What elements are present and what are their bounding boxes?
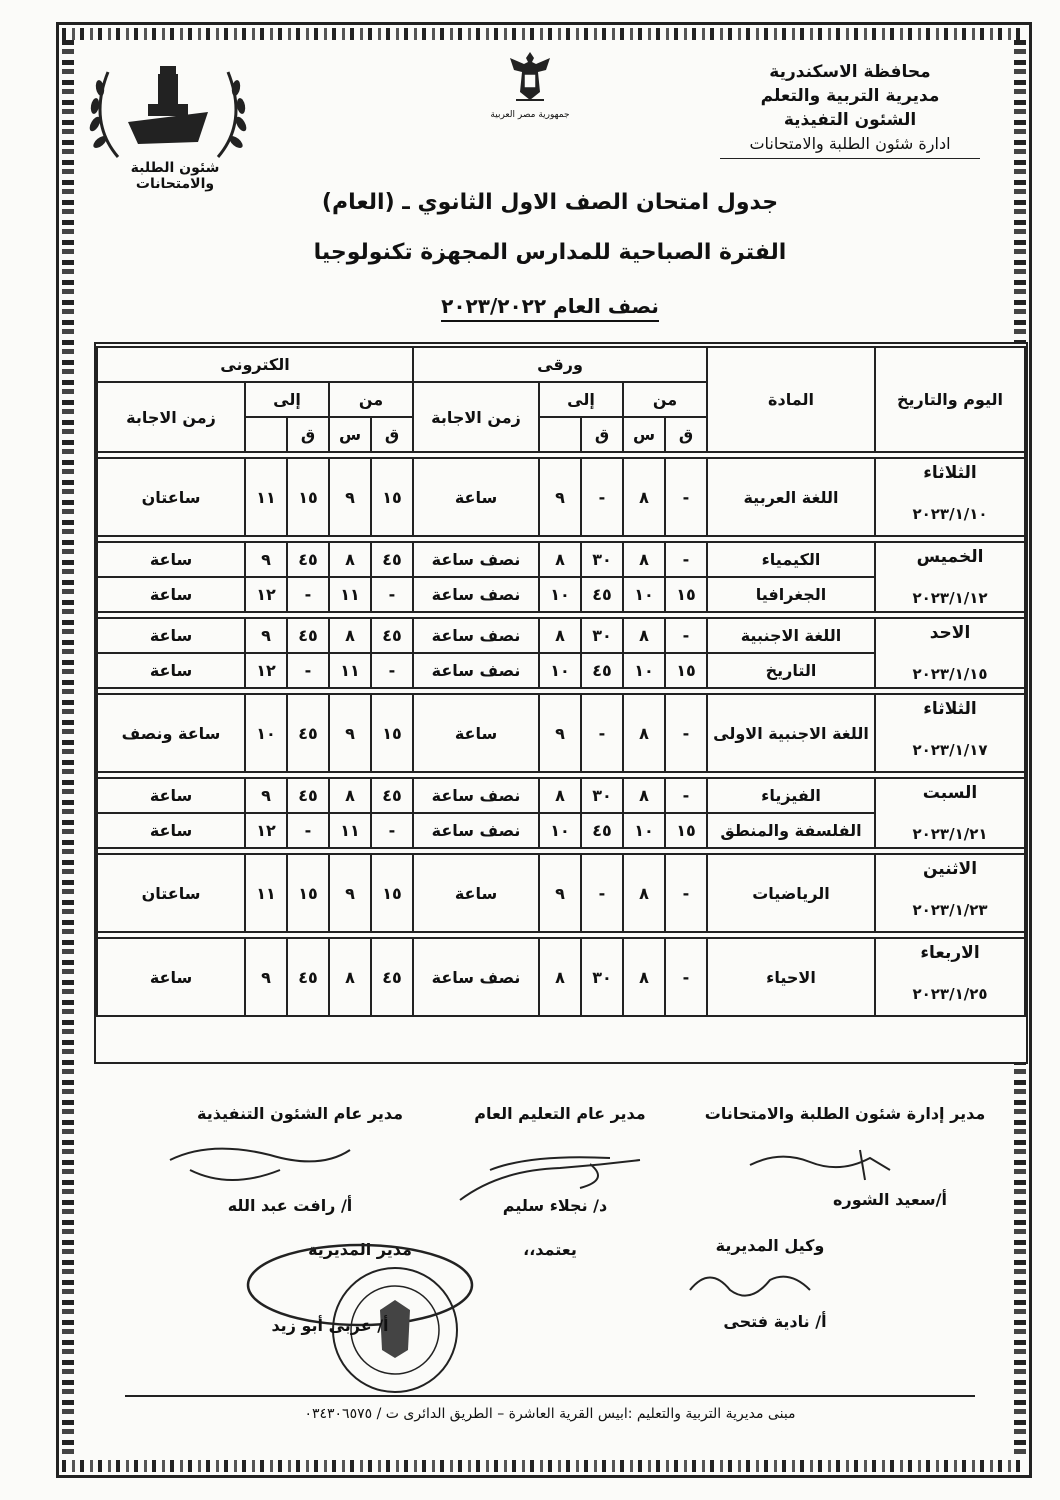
p-to-min-cell: ٣٠ — [581, 618, 623, 653]
subject-cell: اللغة الاجنبية — [707, 618, 875, 653]
table-row — [97, 542, 1025, 577]
e-to-hr-cell: ١٠ — [245, 694, 287, 772]
e-to-min-cell: ٤٥ — [287, 542, 329, 577]
e-from-min-cell: ١٥ — [371, 694, 413, 772]
header-paper-from-min: ق — [665, 417, 707, 452]
p-from-hr-cell: ٨ — [623, 778, 665, 813]
e-from-hr-cell: ٩ — [329, 694, 371, 772]
p-to-min-cell: ٣٠ — [581, 938, 623, 1016]
e-from-min-cell: ١٥ — [371, 458, 413, 536]
p-from-min-cell: - — [665, 458, 707, 536]
e-from-min-cell: ٤٥ — [371, 542, 413, 577]
table-row — [97, 854, 1025, 932]
e-to-hr-cell: ١١ — [245, 854, 287, 932]
exam-schedule-table — [96, 346, 1026, 1017]
e-from-hr-cell: ١١ — [329, 653, 371, 688]
p-to-hr-cell: ٨ — [539, 542, 581, 577]
header-authority-block — [720, 60, 980, 159]
e-from-min-cell: ٤٥ — [371, 618, 413, 653]
p-to-hr-cell: ٨ — [539, 778, 581, 813]
e-from-hr-cell: ١١ — [329, 577, 371, 612]
p-to-hr-cell: ١٠ — [539, 653, 581, 688]
e-to-min-cell: ١٥ — [287, 854, 329, 932]
table-row — [97, 458, 1025, 536]
e-from-hr-cell: ٩ — [329, 854, 371, 932]
e-dur-cell: ساعتان — [97, 458, 245, 536]
day-name: السبت — [922, 783, 978, 803]
e-from-hr-cell: ٨ — [329, 618, 371, 653]
e-to-min-cell: ٤٥ — [287, 938, 329, 1016]
e-dur-cell: ساعة — [97, 577, 245, 612]
exam-date: ٢٠٢٣/١/٢١ — [912, 825, 988, 843]
day-date-cell — [875, 618, 1025, 688]
p-to-min-cell: - — [581, 854, 623, 932]
decorative-border-bottom — [62, 1460, 1026, 1472]
p-dur-cell: ساعة — [413, 458, 539, 536]
subject-cell: الكيمياء — [707, 542, 875, 577]
exam-date: ٢٠٢٣/١/١٧ — [912, 741, 988, 759]
p-from-min-cell: - — [665, 694, 707, 772]
p-to-hr-cell: ١٠ — [539, 577, 581, 612]
p-from-hr-cell: ٨ — [623, 854, 665, 932]
header-paper-from: من — [623, 382, 707, 417]
signature-title-right: مدير إدارة شئون الطلبة والامتحانات — [704, 1104, 986, 1123]
signature-name-right: أ/سعيد الشوره — [833, 1190, 947, 1209]
subject-cell: الفيزياء — [707, 778, 875, 813]
header-paper-duration: زمن الاجابة — [413, 382, 539, 452]
p-dur-cell: نصف ساعة — [413, 542, 539, 577]
e-to-hr-cell: ١١ — [245, 458, 287, 536]
header-elec-to-min: ق — [287, 417, 329, 452]
p-from-min-cell: ١٥ — [665, 813, 707, 848]
e-to-hr-cell: ١٢ — [245, 653, 287, 688]
header-elec-from: من — [329, 382, 413, 417]
e-from-min-cell: ٤٥ — [371, 938, 413, 1016]
affairs-label: الشئون التفيذية — [783, 110, 917, 130]
e-from-min-cell: - — [371, 577, 413, 612]
approved-label: يعتمد،، — [523, 1240, 577, 1259]
p-dur-cell: نصف ساعة — [413, 577, 539, 612]
p-from-min-cell: - — [665, 854, 707, 932]
p-to-min-cell: ٤٥ — [581, 577, 623, 612]
day-date-cell — [875, 938, 1025, 1016]
day-date-cell — [875, 694, 1025, 772]
e-dur-cell: ساعة — [97, 542, 245, 577]
day-name: الخميس — [916, 547, 984, 567]
e-to-min-cell: ٤٥ — [287, 618, 329, 653]
e-to-min-cell: ٤٥ — [287, 778, 329, 813]
e-dur-cell: ساعة — [97, 653, 245, 688]
p-to-hr-cell: ٩ — [539, 458, 581, 536]
p-from-min-cell: ١٥ — [665, 653, 707, 688]
header-paper-to-hr — [539, 417, 581, 452]
e-from-hr-cell: ١١ — [329, 813, 371, 848]
p-to-min-cell: - — [581, 694, 623, 772]
signature-scribble-deputy — [680, 1260, 830, 1310]
p-to-min-cell: ٤٥ — [581, 813, 623, 848]
schedule-subtitle: الفترة الصباحية للمدارس المجهزة تكنولوجيا — [313, 240, 787, 265]
p-from-min-cell: - — [665, 542, 707, 577]
subject-cell: الجغرافيا — [707, 577, 875, 612]
e-from-min-cell: ١٥ — [371, 854, 413, 932]
p-dur-cell: نصف ساعة — [413, 938, 539, 1016]
e-from-min-cell: - — [371, 653, 413, 688]
day-name: الثلاثاء — [923, 463, 977, 483]
e-to-min-cell: - — [287, 653, 329, 688]
day-name: الاثنين — [922, 859, 978, 879]
table-row — [97, 618, 1025, 653]
p-to-hr-cell: ٩ — [539, 694, 581, 772]
p-dur-cell: نصف ساعة — [413, 778, 539, 813]
schedule-body — [97, 452, 1025, 1016]
signature-title-mid: مدير عام التعليم العام — [474, 1104, 646, 1123]
e-from-hr-cell: ٨ — [329, 542, 371, 577]
p-from-hr-cell: ٨ — [623, 694, 665, 772]
e-dur-cell: ساعة — [97, 618, 245, 653]
e-to-min-cell: ١٥ — [287, 458, 329, 536]
schedule-term-text: نصف العام ٢٠٢٣/٢٠٢٢ — [441, 294, 659, 322]
e-from-hr-cell: ٩ — [329, 458, 371, 536]
e-to-hr-cell: ٩ — [245, 938, 287, 1016]
exam-date: ٢٠٢٣/١/٢٣ — [912, 901, 988, 919]
table-row — [97, 938, 1025, 1016]
p-from-hr-cell: ٨ — [623, 542, 665, 577]
e-to-min-cell: - — [287, 813, 329, 848]
e-dur-cell: ساعة — [97, 938, 245, 1016]
day-date-cell — [875, 542, 1025, 612]
exam-date: ٢٠٢٣/١/١٠ — [912, 505, 988, 523]
logo-caption: شئون الطلبة والامتحانات — [130, 160, 220, 192]
director-name: أ/ عربى أبو زيد — [271, 1316, 389, 1335]
state-emblem — [490, 48, 570, 124]
decorative-border-left — [62, 40, 74, 1460]
p-from-min-cell: - — [665, 938, 707, 1016]
subject-cell: اللغة الاجنبية الاولى — [707, 694, 875, 772]
p-to-min-cell: ٣٠ — [581, 542, 623, 577]
e-from-min-cell: ٤٥ — [371, 778, 413, 813]
day-date-cell — [875, 854, 1025, 932]
table-row — [97, 694, 1025, 772]
header-elec-duration: زمن الاجابة — [97, 382, 245, 452]
signature-scribble-right — [740, 1140, 940, 1190]
header-paper-to-min: ق — [581, 417, 623, 452]
p-to-hr-cell: ٨ — [539, 938, 581, 1016]
day-name: الاربعاء — [920, 943, 980, 963]
header-elec-to: إلى — [245, 382, 329, 417]
directorate-label: مديرية التربية والتعلم — [760, 86, 940, 106]
p-from-hr-cell: ٨ — [623, 938, 665, 1016]
day-name: الاحد — [929, 623, 971, 643]
header-subject: المادة — [707, 347, 875, 452]
header-electronic: الكترونى — [97, 347, 413, 382]
deputy-name: أ/ نادية فتحى — [723, 1312, 827, 1331]
p-from-hr-cell: ١٠ — [623, 577, 665, 612]
subject-cell: التاريخ — [707, 653, 875, 688]
p-to-hr-cell: ٩ — [539, 854, 581, 932]
subject-cell: الفلسفة والمنطق — [707, 813, 875, 848]
subject-cell: اللغة العربية — [707, 458, 875, 536]
e-to-hr-cell: ١٢ — [245, 577, 287, 612]
footer-divider — [125, 1395, 975, 1397]
department-label: ادارة شئون الطلبة والامتحانات — [720, 132, 980, 159]
p-from-min-cell: - — [665, 618, 707, 653]
director-title: مدير المديرية — [308, 1240, 412, 1259]
deputy-title: وكيل المديرية — [715, 1236, 825, 1255]
e-to-hr-cell: ٩ — [245, 778, 287, 813]
p-from-min-cell: ١٥ — [665, 577, 707, 612]
p-dur-cell: ساعة — [413, 694, 539, 772]
p-from-hr-cell: ٨ — [623, 618, 665, 653]
p-to-min-cell: ٤٥ — [581, 653, 623, 688]
p-to-min-cell: - — [581, 458, 623, 536]
e-to-min-cell: - — [287, 577, 329, 612]
e-dur-cell: ساعة — [97, 778, 245, 813]
decorative-border-top — [62, 28, 1026, 40]
header-elec-from-min: ق — [371, 417, 413, 452]
e-dur-cell: ساعتان — [97, 854, 245, 932]
governorate-label: محافظة الاسكندرية — [769, 62, 931, 82]
header-paper-from-hr: س — [623, 417, 665, 452]
e-to-hr-cell: ٩ — [245, 618, 287, 653]
emblem-caption: جمهورية مصر العربية — [490, 110, 570, 120]
p-from-hr-cell: ٨ — [623, 458, 665, 536]
p-dur-cell: ساعة — [413, 854, 539, 932]
header-row-1 — [97, 347, 1025, 382]
day-name: الثلاثاء — [923, 699, 977, 719]
header-elec-from-hr: س — [329, 417, 371, 452]
exam-date: ٢٠٢٣/١/١٢ — [912, 589, 988, 607]
e-to-hr-cell: ١٢ — [245, 813, 287, 848]
p-from-hr-cell: ١٠ — [623, 653, 665, 688]
e-to-hr-cell: ٩ — [245, 542, 287, 577]
exam-date: ٢٠٢٣/١/١٥ — [912, 665, 988, 683]
table-row — [97, 778, 1025, 813]
header-paper-to: إلى — [539, 382, 623, 417]
e-dur-cell: ساعة ونصف — [97, 694, 245, 772]
eagle-emblem-icon — [506, 48, 554, 106]
e-from-hr-cell: ٨ — [329, 938, 371, 1016]
day-date-cell — [875, 778, 1025, 848]
p-dur-cell: نصف ساعة — [413, 653, 539, 688]
p-dur-cell: نصف ساعة — [413, 618, 539, 653]
p-to-hr-cell: ٨ — [539, 618, 581, 653]
signature-scribble-left — [150, 1130, 370, 1200]
signature-title-left: مدير عام الشئون التنفيذية — [196, 1104, 404, 1123]
header-day-date: اليوم والتاريخ — [875, 347, 1025, 452]
p-to-hr-cell: ١٠ — [539, 813, 581, 848]
e-from-hr-cell: ٨ — [329, 778, 371, 813]
signature-name-left: أ/ رافت عبد الله — [227, 1196, 353, 1215]
schedule-term — [400, 294, 700, 318]
p-from-hr-cell: ١٠ — [623, 813, 665, 848]
e-to-min-cell: ٤٥ — [287, 694, 329, 772]
e-dur-cell: ساعة — [97, 813, 245, 848]
laurel-lighthouse-logo-icon — [78, 52, 258, 167]
exam-date: ٢٠٢٣/١/٢٥ — [912, 985, 988, 1003]
subject-cell: الرياضيات — [707, 854, 875, 932]
official-stamp-icon — [240, 1230, 500, 1400]
e-from-min-cell: - — [371, 813, 413, 848]
p-from-min-cell: - — [665, 778, 707, 813]
signature-name-mid: د/ نجلاء سليم — [502, 1196, 608, 1215]
subject-cell: الاحياء — [707, 938, 875, 1016]
header-paper: ورقى — [413, 347, 707, 382]
header-elec-to-hr — [245, 417, 287, 452]
p-to-min-cell: ٣٠ — [581, 778, 623, 813]
p-dur-cell: نصف ساعة — [413, 813, 539, 848]
day-date-cell — [875, 458, 1025, 536]
schedule-title: جدول امتحان الصف الاول الثانوي ـ (العام) — [321, 190, 779, 215]
footer-address: مبنى مديرية التربية والتعليم :ابيس القرية العاشرة – الطريق الدائرى ت / ٠٣٤٣٠٦٥٧٥ — [304, 1406, 796, 1422]
